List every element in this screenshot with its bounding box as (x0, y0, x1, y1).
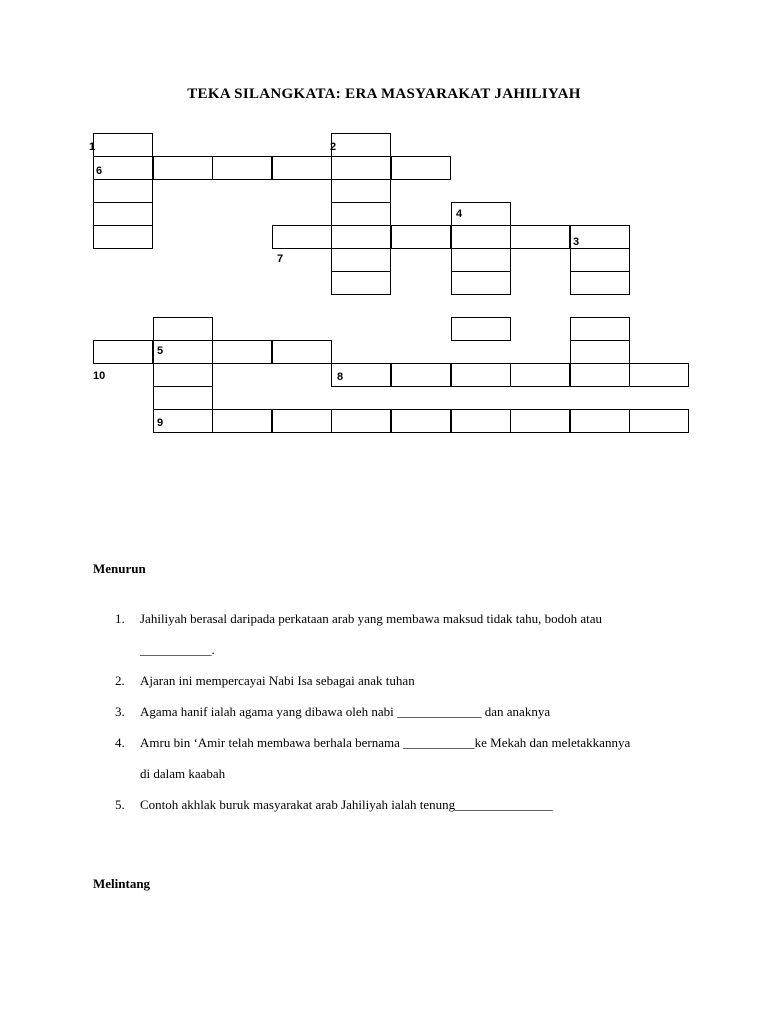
crossword-cell (153, 317, 213, 341)
crossword-cell (570, 340, 630, 364)
crossword-cell (93, 340, 153, 364)
clue-number-6: 6 (96, 165, 103, 177)
clue-item (93, 789, 693, 820)
crossword-cell (451, 271, 511, 295)
crossword-cell (331, 179, 391, 203)
crossword-cell (153, 156, 213, 180)
crossword-cell (570, 317, 630, 341)
crossword-cell (93, 179, 153, 203)
crossword-cell (451, 225, 511, 249)
clue-item (93, 603, 693, 665)
crossword-cell (153, 363, 213, 387)
clue-item (93, 696, 693, 727)
clue-number-1: 1 (89, 141, 96, 153)
clue-number-9: 9 (157, 417, 164, 429)
crossword-cell (570, 248, 630, 272)
crossword-cell (272, 156, 332, 180)
clue-number-5: 5 (157, 345, 164, 357)
menurun-heading: Menurun (93, 561, 146, 576)
clue-index: 3. (115, 704, 125, 719)
crossword-cell (510, 225, 570, 249)
crossword-cell (331, 409, 391, 433)
crossword-cell (331, 156, 391, 180)
crossword-cell (331, 202, 391, 226)
crossword-cell (391, 225, 451, 249)
crossword-cell (93, 202, 153, 226)
crossword-cell (451, 248, 511, 272)
clue-number-2: 2 (330, 141, 337, 153)
crossword-cell (272, 409, 332, 433)
clue-text-continued: di dalam kaabah (140, 766, 226, 781)
page-title: TEKA SILANGKATA: ERA MASYARAKAT JAHILIYAH (187, 86, 581, 102)
crossword-cell (93, 133, 153, 157)
clue-number-8: 8 (337, 371, 344, 383)
crossword-cell (510, 363, 570, 387)
crossword-cell (451, 409, 511, 433)
clue-text: Contoh akhlak buruk masyarakat arab Jahiliyah ialah tenung_______________ (140, 797, 553, 812)
clue-index: 4. (115, 735, 125, 750)
crossword-cell (391, 363, 451, 387)
crossword-cell (212, 340, 272, 364)
menurun-clue-list (93, 603, 693, 820)
crossword-cell (93, 225, 153, 249)
crossword-cell (272, 225, 332, 249)
crossword-cell (212, 156, 272, 180)
crossword-cell (510, 409, 570, 433)
crossword-cell (451, 363, 511, 387)
clue-item (93, 665, 693, 696)
clue-index: 1. (115, 611, 125, 626)
clue-index: 5. (115, 797, 125, 812)
clue-text-continued: ___________. (140, 642, 215, 657)
clue-number-3: 3 (573, 236, 580, 248)
clue-number-4: 4 (456, 208, 463, 220)
clue-text: Agama hanif ialah agama yang dibawa oleh nabi _____________ dan anaknya (140, 704, 551, 719)
crossword-cell (272, 340, 332, 364)
clue-text: Ajaran ini mempercayai Nabi Isa sebagai anak tuhan (140, 673, 415, 688)
clue-item (93, 727, 693, 789)
crossword-cell (212, 409, 272, 433)
crossword-cell (331, 271, 391, 295)
crossword-cell (331, 248, 391, 272)
crossword-cell (629, 363, 689, 387)
crossword-cell (391, 156, 451, 180)
crossword-cell (629, 409, 689, 433)
crossword-cell (570, 271, 630, 295)
crossword-cell (451, 317, 511, 341)
crossword-cell (391, 409, 451, 433)
clue-text: Amru bin ‘Amir telah membawa berhala bernama ___________ke Mekah dan meletakkannya (140, 735, 631, 750)
clue-index: 2. (115, 673, 125, 688)
clue-number-10: 10 (93, 370, 106, 382)
clue-text: Jahiliyah berasal daripada perkataan arab yang membawa maksud tidak tahu, bodoh atau (140, 611, 603, 626)
clue-number-7: 7 (277, 253, 284, 265)
crossword-cell (570, 409, 630, 433)
melintang-heading: Melintang (93, 876, 151, 891)
crossword-grid (0, 0, 768, 450)
crossword-cell (331, 133, 391, 157)
crossword-cell (331, 225, 391, 249)
crossword-cell (153, 386, 213, 410)
crossword-cell (570, 363, 630, 387)
